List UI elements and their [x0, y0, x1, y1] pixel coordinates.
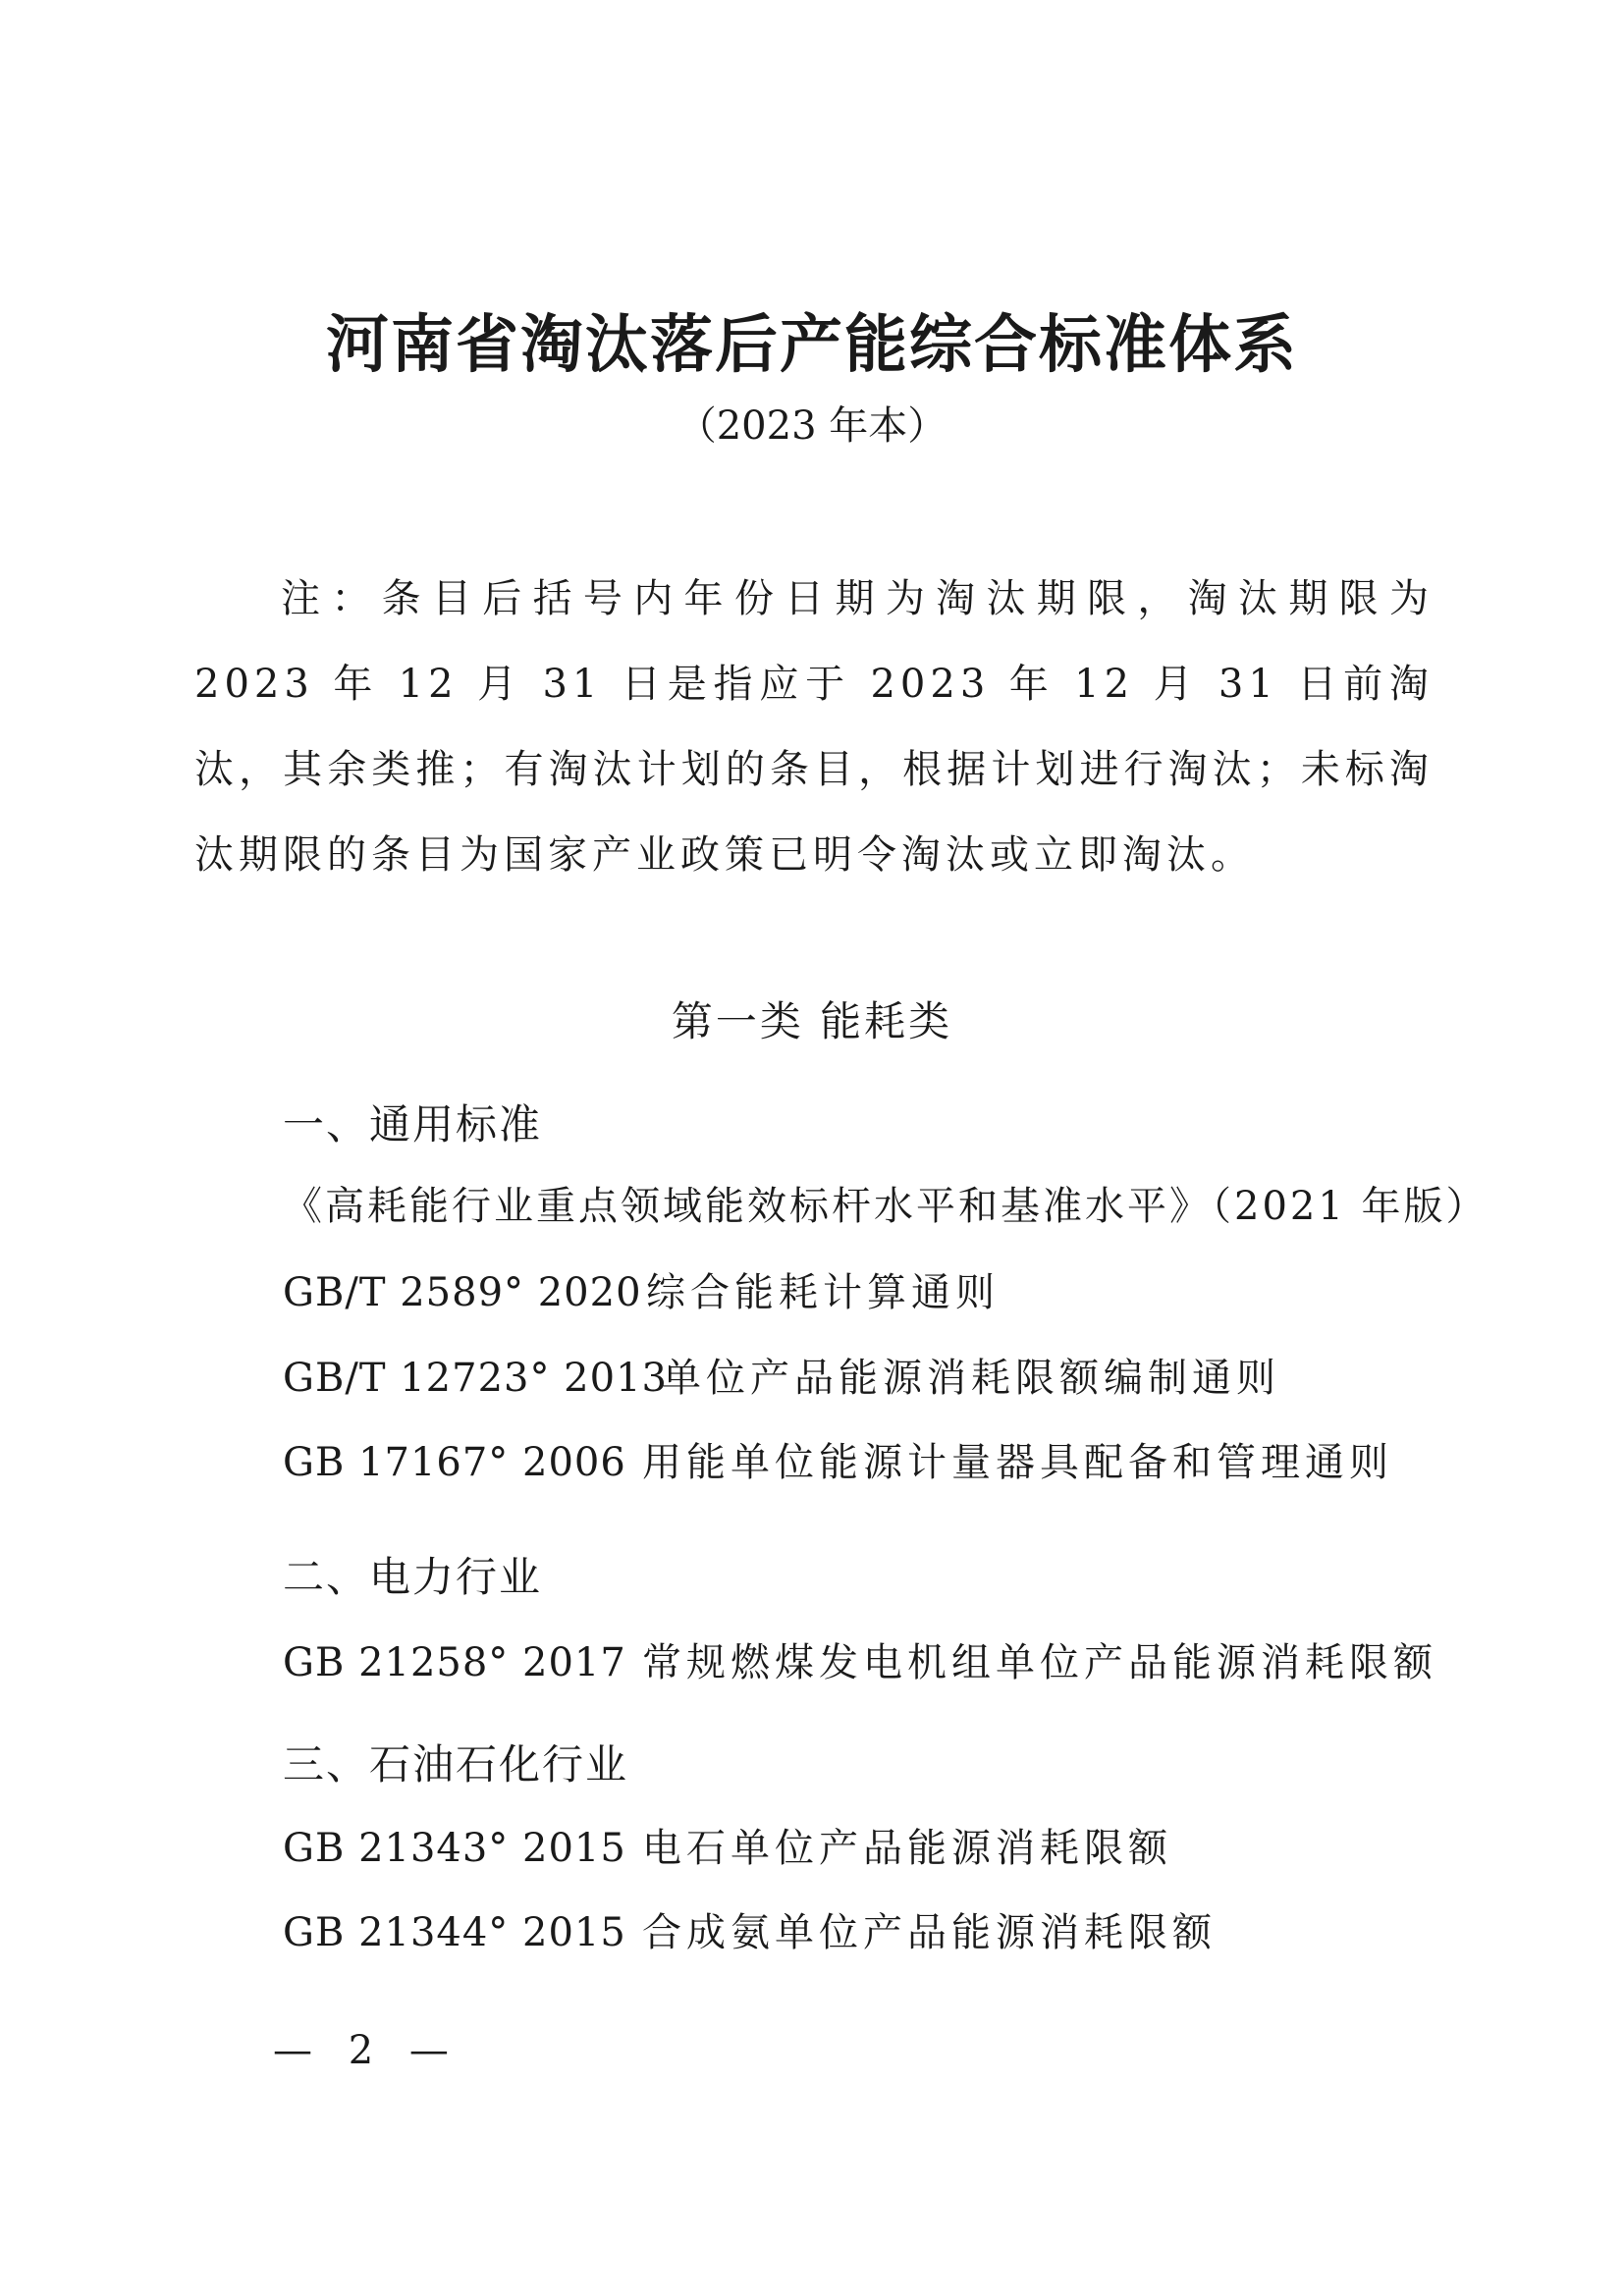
standard-item — [283, 1261, 1000, 1317]
standard-item — [283, 1347, 1280, 1403]
page-number: — 2 — — [273, 2028, 460, 2073]
standard-name: 电石单位产品能源消耗限额 — [642, 1826, 1172, 1871]
section-heading: 一、通用标准 — [283, 1100, 543, 1148]
standard-item — [283, 1175, 1489, 1231]
standard-code: GB/T 12723° 2013 — [283, 1356, 668, 1401]
standard-name: 单位产品能源消耗限额编制通则 — [662, 1356, 1280, 1401]
standard-code: GB/T 2589° 2020 — [283, 1270, 642, 1315]
standard-name: 综合能耗计算通则 — [646, 1270, 1000, 1315]
standard-code: GB 21344° 2015 — [283, 1910, 626, 1955]
standard-code: GB 21343° 2015 — [283, 1826, 626, 1871]
document-subtitle: （2023 年本） — [677, 403, 947, 449]
standard-item — [283, 1631, 1437, 1687]
standard-name: 常规燃煤发电机组单位产品能源消耗限额 — [642, 1640, 1437, 1685]
category-heading: 第一类 能耗类 — [671, 997, 953, 1045]
note-paragraph: 注：条目后括号内年份日期为淘汰期限，淘汰期限为 2023 年 12 月 31 日是指应于 2023 年 12 月 31 日前淘汰，其余类推；有淘汰计划的条目，根据计划进行淘汰；未标淘汰期限的条目为国家产业政策已明令淘汰或立即淘汰。 — [194, 576, 1434, 878]
section-heading: 二、电力行业 — [283, 1553, 543, 1601]
standard-name: 合成氨单位产品能源消耗限额 — [642, 1910, 1217, 1955]
standard-name: 《高耗能行业重点领域能效标杆水平和基准水平》（2021 年版） — [283, 1184, 1489, 1229]
document-title: 河南省淘汰落后产能综合标准体系 — [326, 309, 1298, 382]
standard-item — [283, 1431, 1393, 1487]
standard-item — [283, 1901, 1217, 1957]
section-heading: 三、石油石化行业 — [283, 1740, 629, 1789]
standard-code: GB 21258° 2017 — [283, 1640, 626, 1685]
standard-code: GB 17167° 2006 — [283, 1440, 626, 1485]
standard-name: 用能单位能源计量器具配备和管理通则 — [642, 1440, 1393, 1485]
standard-item — [283, 1817, 1172, 1873]
